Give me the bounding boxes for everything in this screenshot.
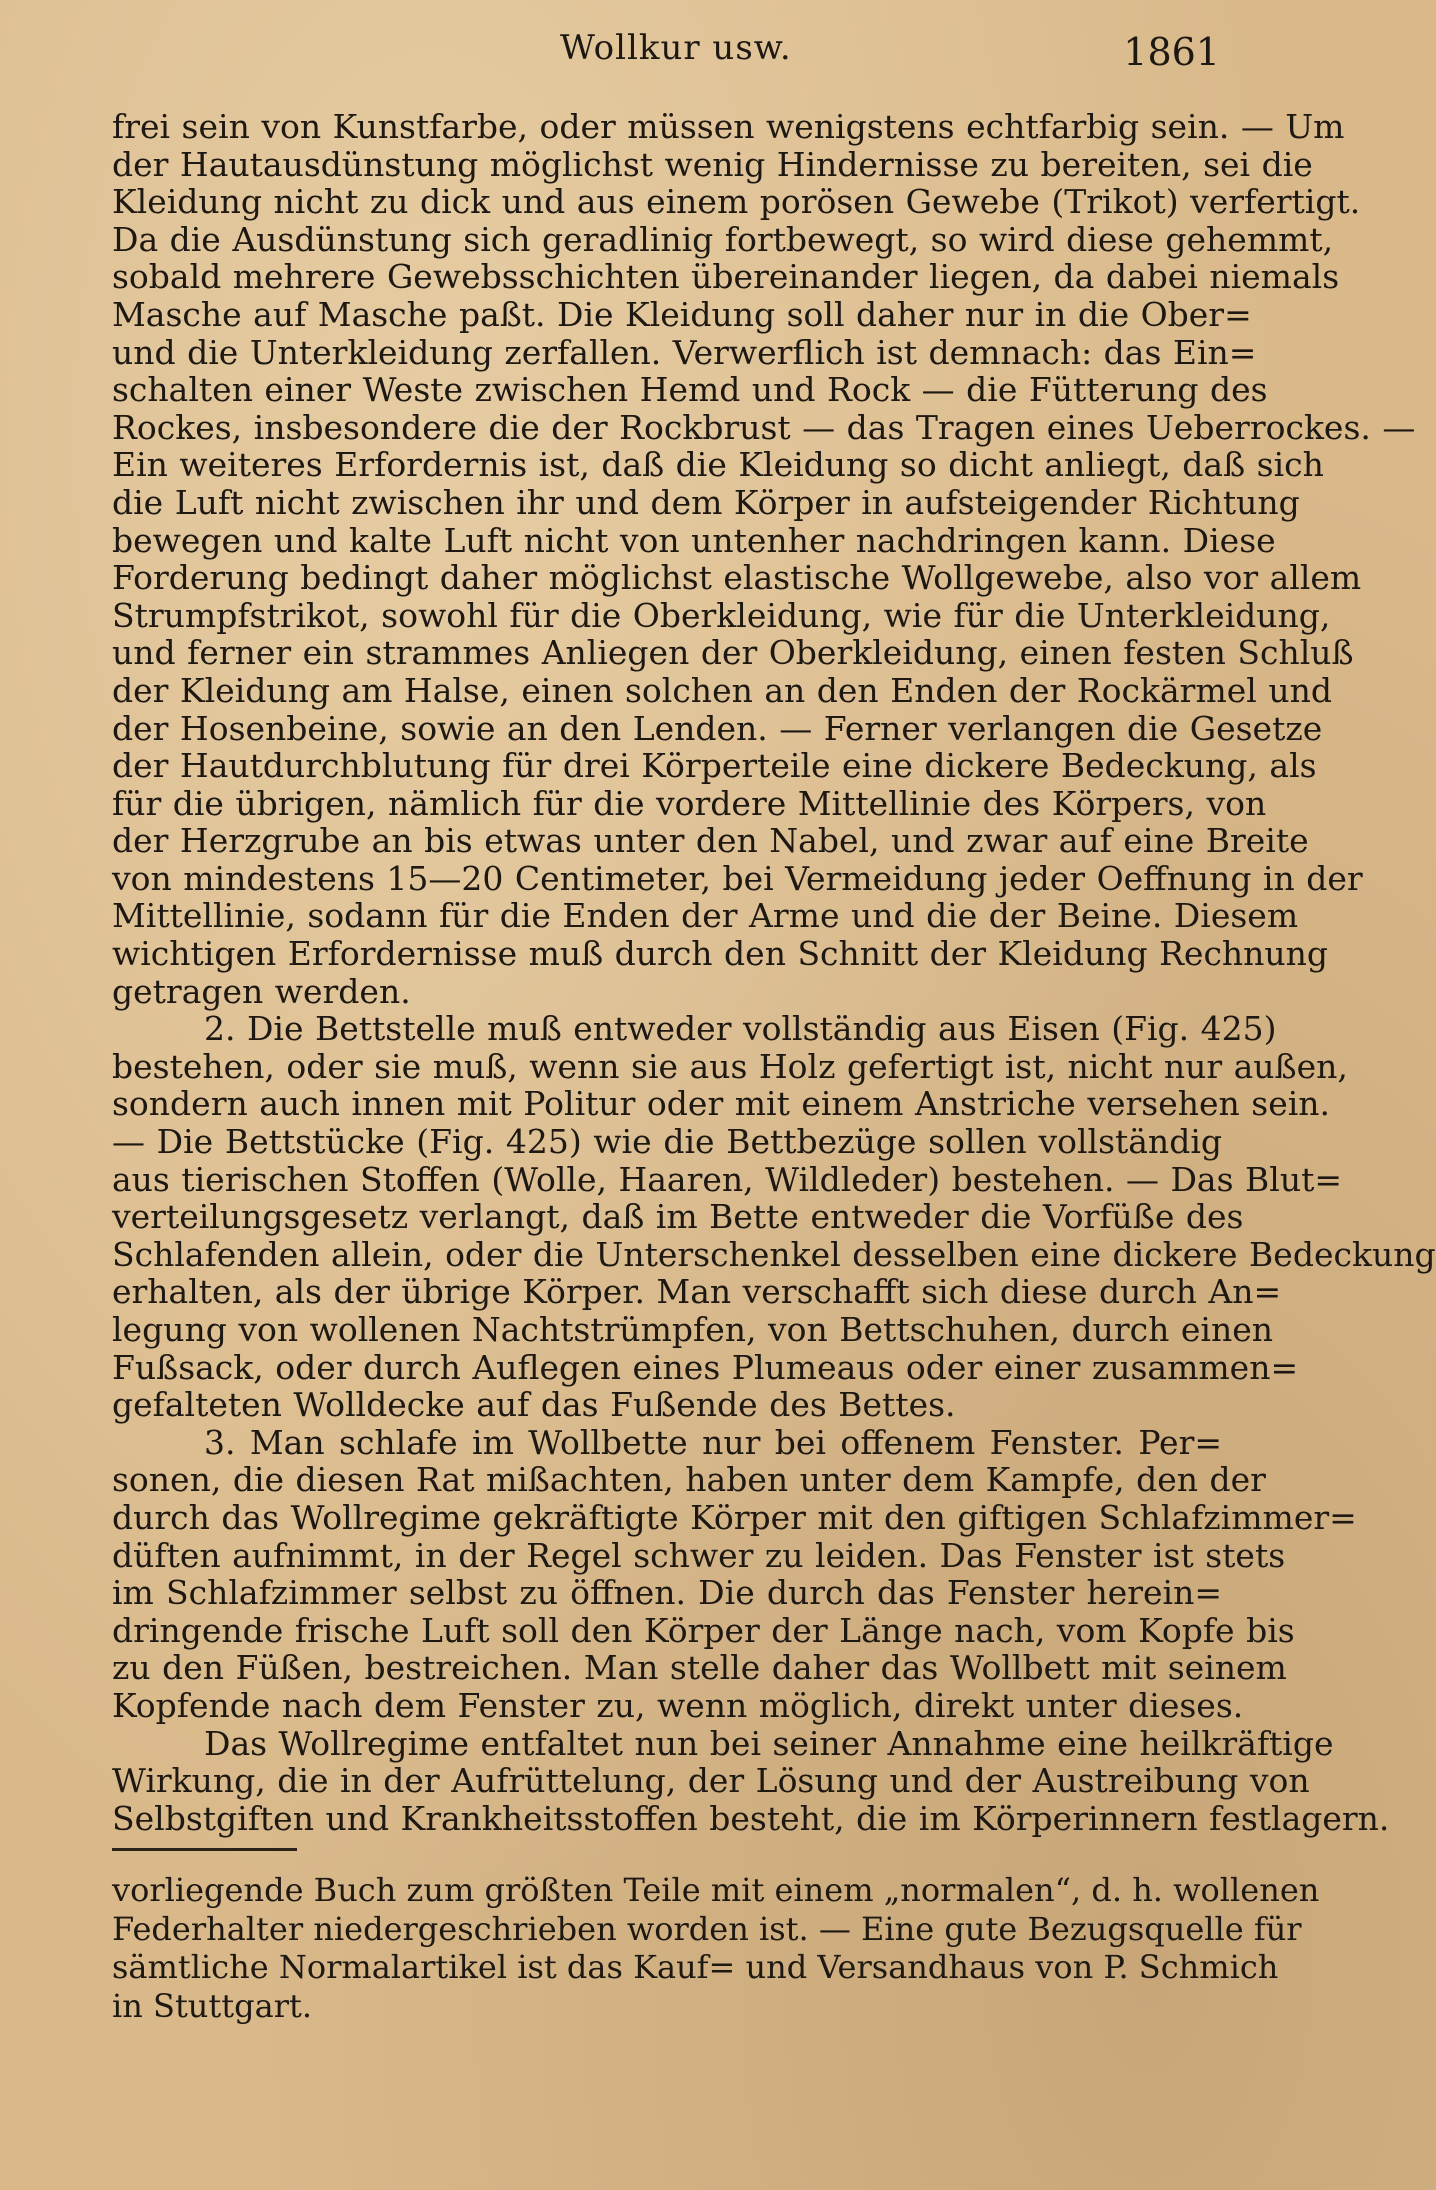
- text-line: wichtigen Erfordernisse muß durch den Schnitt der Kleidung Rechnung: [112, 934, 1329, 974]
- text-line: zu den Füßen, bestreichen. Man stelle daher das Wollbett mit seinem: [112, 1648, 1287, 1688]
- text-line: Schlafenden allein, oder die Unterschenkel desselben eine dickere Bedeckung: [112, 1234, 1436, 1274]
- text-line: Rockes, insbesondere die der Rockbrust — das Tragen eines Ueberrockes. —: [112, 407, 1416, 447]
- text-line: der Kleidung am Halse, einen solchen an den Enden der Rockärmel und: [112, 670, 1332, 710]
- text-line: frei sein von Kunstfarbe, oder müssen wenigstens echtfarbig sein. — Um: [112, 107, 1345, 146]
- text-line: — Die Bettstücke (Fig. 425) wie die Bettbezüge sollen vollständig: [112, 1122, 1222, 1162]
- text-line: gefalteten Wolldecke auf das Fußende des Bettes.: [112, 1385, 956, 1425]
- text-line: Kopfende nach dem Fenster zu, wenn möglich, direkt unter dieses.: [112, 1685, 1244, 1725]
- page-header: [110, 22, 1220, 82]
- text-line: Das Wollregime entfaltet nun bei seiner Annahme eine heilkräftige: [204, 1723, 1334, 1763]
- main-text: [112, 107, 1436, 1838]
- text-line: und ferner ein strammes Anliegen der Oberkleidung, einen festen Schluß: [112, 633, 1354, 673]
- text-line: Wirkung, die in der Aufrüttelung, der Lösung und der Austreibung von: [112, 1761, 1310, 1801]
- text-line: der Hosenbeine, sowie an den Lenden. — Ferner verlangen die Gesetze: [112, 708, 1323, 748]
- text-line: Mittellinie, sodann für die Enden der Arme und die der Beine. Diesem: [112, 896, 1299, 936]
- text-line: für die übrigen, nämlich für die vordere Mittellinie des Körpers, von: [112, 783, 1267, 823]
- footnote-line: Federhalter niedergeschrieben worden ist. — Eine gute Bezugsquelle für: [112, 1909, 1302, 1948]
- text-line: bewegen und kalte Luft nicht von untenher nachdringen kann. Diese: [112, 520, 1276, 560]
- text-line: sonen, die diesen Rat mißachten, haben unter dem Kampfe, den der: [112, 1460, 1266, 1500]
- text-line: Kleidung nicht zu dick und aus einem porösen Gewebe (Trikot) verfertigt.: [112, 182, 1361, 222]
- text-line: legung von wollenen Nachtstrümpfen, von Bettschuhen, durch einen: [112, 1310, 1274, 1349]
- text-line: 3. Man schlafe im Wollbette nur bei offenem Fenster. Per=: [204, 1422, 1222, 1462]
- text-line: Da die Ausdünstung sich geradlinig fortbewegt, so wird diese gehemmt,: [112, 219, 1334, 259]
- text-line: Masche auf Masche paßt. Die Kleidung soll daher nur in die Ober=: [112, 294, 1252, 334]
- text-line: der Herzgrube an bis etwas unter den Nabel, und zwar auf eine Breite: [112, 821, 1309, 861]
- text-line: Forderung bedingt daher möglichst elastische Wollgewebe, also vor allem: [112, 558, 1362, 598]
- text-line: getragen werden.: [112, 971, 411, 1011]
- footnote-line: sämtliche Normalartikel ist das Kauf= und Versandhaus von P. Schmich: [112, 1948, 1279, 1986]
- footnote-line: in Stuttgart.: [112, 1986, 313, 2025]
- text-line: sondern auch innen mit Politur oder mit einem Anstriche versehen sein.: [112, 1084, 1331, 1124]
- text-line: dringende frische Luft soll den Körper der Länge nach, vom Kopfe bis: [112, 1610, 1295, 1650]
- text-line: erhalten, als der übrige Körper. Man verschafft sich diese durch An=: [112, 1272, 1282, 1312]
- text-line: der Hautausdünstung möglichst wenig Hindernisse zu bereiten, sei die: [112, 144, 1313, 184]
- text-line: 2. Die Bettstelle muß entweder vollständig aus Eisen (Fig. 425): [204, 1009, 1277, 1049]
- page-number: 1861: [1123, 30, 1220, 74]
- text-line: Strumpfstrikot, sowohl für die Oberkleidung, wie für die Unterkleidung,: [112, 595, 1331, 635]
- footnote-line: vorliegende Buch zum größten Teile mit einem „normalen“, d. h. wollenen: [112, 1871, 1320, 1909]
- running-head: Wollkur usw.: [560, 28, 792, 68]
- footnote: [112, 1848, 1320, 2025]
- text-line: bestehen, oder sie muß, wenn sie aus Holz gefertigt ist, nicht nur außen,: [112, 1046, 1348, 1086]
- text-line: Fußsack, oder durch Auflegen eines Plumeaus oder einer zusammen=: [112, 1347, 1299, 1387]
- text-line: düften aufnimmt, in der Regel schwer zu leiden. Das Fenster ist stets: [112, 1535, 1286, 1575]
- text-line: der Hautdurchblutung für drei Körperteile eine dickere Bedeckung, als: [112, 746, 1317, 786]
- text-line: die Luft nicht zwischen ihr und dem Körper in aufsteigender Richtung: [112, 482, 1300, 522]
- text-line: im Schlafzimmer selbst zu öffnen. Die durch das Fenster herein=: [112, 1573, 1222, 1613]
- text-line: aus tierischen Stoffen (Wolle, Haaren, Wildleder) bestehen. — Das Blut=: [112, 1159, 1342, 1199]
- text-line: durch das Wollregime gekräftigte Körper mit den giftigen Schlafzimmer=: [112, 1497, 1357, 1537]
- text-line: Selbstgiften und Krankheitsstoffen besteht, die im Körperinnern festlagern.: [112, 1798, 1390, 1838]
- text-line: Ein weiteres Erfordernis ist, daß die Kleidung so dicht anliegt, daß sich: [112, 445, 1324, 485]
- text-line: und die Unterkleidung zerfallen. Verwerflich ist demnach: das Ein=: [112, 332, 1257, 372]
- text-line: sobald mehrere Gewebsschichten übereinander liegen, da dabei niemals: [112, 257, 1340, 297]
- text-line: von mindestens 15—20 Centimeter, bei Vermeidung jeder Oeffnung in der: [112, 858, 1363, 898]
- text-line: verteilungsgesetz verlangt, daß im Bette entweder die Vorfüße des: [112, 1197, 1244, 1237]
- text-line: schalten einer Weste zwischen Hemd und Rock — die Fütterung des: [112, 370, 1268, 410]
- footnote-divider: [112, 1848, 297, 1851]
